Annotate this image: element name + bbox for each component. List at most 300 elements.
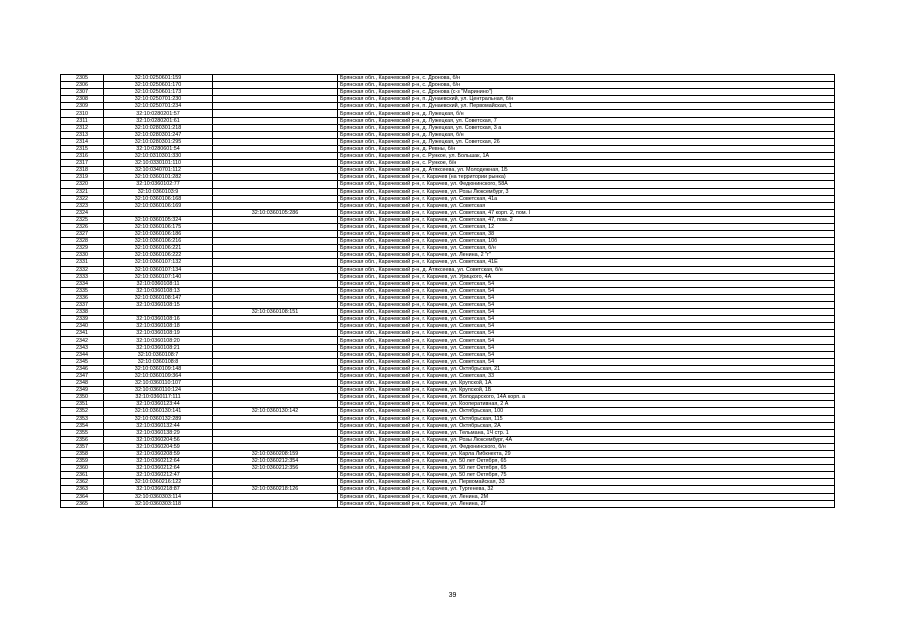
- address-cell: Брянская обл., Карачевский р-н, г. Карачев, ул. Володарского, 14А корп. а: [338, 394, 835, 401]
- address-cell: Брянская обл., Карачевский р-н, г. Карачев, ул. Советская, 12: [338, 223, 835, 230]
- address-cell: Брянская обл., Карачевский р-н, г. Карачев, ул. Ленина, 2Г: [338, 500, 835, 507]
- row-number-cell: 2310: [61, 110, 104, 117]
- row-number-cell: 2353: [61, 415, 104, 422]
- cadastral-number-cell: 32:10:0360130:141: [104, 408, 213, 415]
- table-row: [61, 82, 835, 89]
- building-cadastral-number-cell: [213, 103, 338, 110]
- table-row: [61, 443, 835, 450]
- cadastral-number-cell: [104, 309, 213, 316]
- row-number-cell: 2307: [61, 89, 104, 96]
- address-cell: Брянская обл., Карачевский р-н, г. Карачев, ул. Советская, 54: [338, 351, 835, 358]
- cadastral-number-cell: 32:10:0340701:112: [104, 167, 213, 174]
- address-cell: Брянская обл., Карачевский р-н, г. Карачев, ул. Советская, б/н: [338, 245, 835, 252]
- cadastral-number-cell: 32:10:0360108:21: [104, 344, 213, 351]
- row-number-cell: 2323: [61, 202, 104, 209]
- building-cadastral-number-cell: [213, 181, 338, 188]
- address-cell: Брянская обл., Карачевский р-н, д. Лужецкая, ул. Советская, 26: [338, 138, 835, 145]
- building-cadastral-number-cell: [213, 287, 338, 294]
- address-cell: Брянская обл., Карачевский р-н, г. Карачев, ул. Ленина, 2 "г": [338, 252, 835, 259]
- table-row: [61, 372, 835, 379]
- address-cell: Брянская обл., Карачевский р-н, г. Карачев, ул. Советская, 54: [338, 337, 835, 344]
- address-cell: Брянская обл., Карачевский р-н, г. Карачев, ул. Октябрьская, 2А: [338, 422, 835, 429]
- registry-table-body: [61, 75, 835, 508]
- table-row: [61, 238, 835, 245]
- row-number-cell: 2336: [61, 294, 104, 301]
- cadastral-number-cell: 32:10:0250701:230: [104, 96, 213, 103]
- address-cell: Брянская обл., Карачевский р-н, г. Карачев, ул. Первомайская, 33: [338, 479, 835, 486]
- row-number-cell: 2308: [61, 96, 104, 103]
- cadastral-number-cell: 32:10:0360106:168: [104, 195, 213, 202]
- cadastral-number-cell: 32:10:0250701:234: [104, 103, 213, 110]
- address-cell: Брянская обл., Карачевский р-н, г. Карачев, ул. Советская, 54: [338, 323, 835, 330]
- building-cadastral-number-cell: [213, 110, 338, 117]
- cadastral-number-cell: 32:10:0280201:61: [104, 117, 213, 124]
- building-cadastral-number-cell: [213, 117, 338, 124]
- building-cadastral-number-cell: [213, 372, 338, 379]
- building-cadastral-number-cell: [213, 231, 338, 238]
- address-cell: Брянская обл., Карачевский р-н, г. Карачев, ул. Советская, 54: [338, 294, 835, 301]
- row-number-cell: 2326: [61, 223, 104, 230]
- row-number-cell: 2339: [61, 316, 104, 323]
- building-cadastral-number-cell: 32:10:0360212:356: [213, 465, 338, 472]
- cadastral-number-cell: 32:10:0360106:216: [104, 238, 213, 245]
- row-number-cell: 2362: [61, 479, 104, 486]
- building-cadastral-number-cell: [213, 280, 338, 287]
- building-cadastral-number-cell: [213, 252, 338, 259]
- cadastral-number-cell: 32:10:0360103:9: [104, 188, 213, 195]
- building-cadastral-number-cell: [213, 422, 338, 429]
- address-cell: Брянская обл., Карачевский р-н, г. Карачев (на территории рынка): [338, 174, 835, 181]
- row-number-cell: 2311: [61, 117, 104, 124]
- table-row: [61, 223, 835, 230]
- row-number-cell: 2335: [61, 287, 104, 294]
- address-cell: Брянская обл., Карачевский р-н, г. Карачев, ул. Советская, 54: [338, 316, 835, 323]
- cadastral-number-cell: 32:10:0360102:77: [104, 181, 213, 188]
- row-number-cell: 2317: [61, 160, 104, 167]
- row-number-cell: 2345: [61, 358, 104, 365]
- cadastral-number-cell: 32:10:0360108:8: [104, 358, 213, 365]
- address-cell: Брянская обл., Карачевский р-н, п. Дунаевский, ул. Центральная, б/н: [338, 96, 835, 103]
- address-cell: Брянская обл., Карачевский р-н, д. Атяксеева, ул. Молодежная, 1Б: [338, 167, 835, 174]
- building-cadastral-number-cell: [213, 202, 338, 209]
- row-number-cell: 2327: [61, 231, 104, 238]
- building-cadastral-number-cell: [213, 500, 338, 507]
- address-cell: Брянская обл., Карачевский р-н, с. Дронова (с-з "Маринино"): [338, 89, 835, 96]
- row-number-cell: 2309: [61, 103, 104, 110]
- table-row: [61, 323, 835, 330]
- table-row: [61, 500, 835, 507]
- address-cell: Брянская обл., Карачевский р-н, г. Карачев, ул. Советская, 54: [338, 344, 835, 351]
- cadastral-number-cell: 32:10:0360132:44: [104, 422, 213, 429]
- building-cadastral-number-cell: [213, 223, 338, 230]
- table-row: [61, 294, 835, 301]
- table-row: [61, 458, 835, 465]
- row-number-cell: 2352: [61, 408, 104, 415]
- address-cell: Брянская обл., Карачевский р-н, г. Карачев, ул. Советская, 54: [338, 358, 835, 365]
- cadastral-number-cell: 32:10:0360208:59: [104, 450, 213, 457]
- cadastral-number-cell: 32:10:0360106:222: [104, 252, 213, 259]
- table-row: [61, 429, 835, 436]
- building-cadastral-number-cell: [213, 479, 338, 486]
- building-cadastral-number-cell: [213, 89, 338, 96]
- table-row: [61, 493, 835, 500]
- cadastral-number-cell: 32:10:0360108:18: [104, 323, 213, 330]
- building-cadastral-number-cell: [213, 387, 338, 394]
- row-number-cell: 2351: [61, 401, 104, 408]
- cadastral-number-cell: 32:10:0360110:124: [104, 387, 213, 394]
- table-row: [61, 103, 835, 110]
- building-cadastral-number-cell: [213, 472, 338, 479]
- cadastral-number-cell: 32:10:0360204:56: [104, 436, 213, 443]
- row-number-cell: 2357: [61, 443, 104, 450]
- cadastral-number-cell: 32:10:0360303:114: [104, 493, 213, 500]
- table-row: [61, 344, 835, 351]
- address-cell: Брянская обл., Карачевский р-н, с. Дронова, б/н: [338, 82, 835, 89]
- building-cadastral-number-cell: [213, 96, 338, 103]
- table-row: [61, 436, 835, 443]
- table-row: [61, 145, 835, 152]
- cadastral-number-cell: 32:10:0360106:186: [104, 231, 213, 238]
- table-row: [61, 110, 835, 117]
- row-number-cell: 2349: [61, 387, 104, 394]
- cadastral-number-cell: 32:10:0360108:13: [104, 287, 213, 294]
- address-cell: Брянская обл., Карачевский р-н, г. Карачев, ул. Тургенева, 32: [338, 486, 835, 493]
- table-row: [61, 231, 835, 238]
- cadastral-number-cell: 32:10:0360204:59: [104, 443, 213, 450]
- address-cell: Брянская обл., Карачевский р-н, г. Карачев, ул. Советская, 54: [338, 302, 835, 309]
- cadastral-number-cell: 32:10:0360216:122: [104, 479, 213, 486]
- table-row: [61, 408, 835, 415]
- building-cadastral-number-cell: [213, 153, 338, 160]
- building-cadastral-number-cell: [213, 167, 338, 174]
- building-cadastral-number-cell: [213, 330, 338, 337]
- cadastral-number-cell: 32:10:0330101:110: [104, 160, 213, 167]
- address-cell: Брянская обл., Карачевский р-н, с. Рункое, б/н: [338, 160, 835, 167]
- cadastral-number-cell: 32:10:0360109:364: [104, 372, 213, 379]
- cadastral-number-cell: 32:10:0250601:170: [104, 82, 213, 89]
- row-number-cell: 2341: [61, 330, 104, 337]
- address-cell: Брянская обл., Карачевский р-н, д. Ревны, б/н: [338, 145, 835, 152]
- address-cell: Брянская обл., Карачевский р-н, д. Лужецкая, б/н: [338, 110, 835, 117]
- row-number-cell: 2325: [61, 216, 104, 223]
- row-number-cell: 2356: [61, 436, 104, 443]
- table-row: [61, 174, 835, 181]
- building-cadastral-number-cell: 32:10:0360108:151: [213, 309, 338, 316]
- address-cell: Брянская обл., Карачевский р-н, г. Карачев, ул. Карла Либкнехта, 29: [338, 450, 835, 457]
- row-number-cell: 2364: [61, 493, 104, 500]
- cadastral-number-cell: 32:10:0360106:169: [104, 202, 213, 209]
- row-number-cell: 2320: [61, 181, 104, 188]
- table-row: [61, 181, 835, 188]
- address-cell: Брянская обл., Карачевский р-н, д. Лужецкая, ул. Советская, 7: [338, 117, 835, 124]
- table-row: [61, 138, 835, 145]
- building-cadastral-number-cell: [213, 323, 338, 330]
- address-cell: Брянская обл., Карачевский р-н, г. Карачев, ул. Федюнинского, 58А: [338, 181, 835, 188]
- building-cadastral-number-cell: [213, 351, 338, 358]
- address-cell: Брянская обл., Карачевский р-н, г. Карачев, ул. Советская, 33: [338, 372, 835, 379]
- table-row: [61, 273, 835, 280]
- address-cell: Брянская обл., Карачевский р-н, г. Карачев, ул. Крупской, 1А: [338, 380, 835, 387]
- building-cadastral-number-cell: [213, 415, 338, 422]
- building-cadastral-number-cell: [213, 493, 338, 500]
- cadastral-number-cell: 32:10:0360107:132: [104, 259, 213, 266]
- table-row: [61, 280, 835, 287]
- table-row: [61, 337, 835, 344]
- table-row: [61, 287, 835, 294]
- address-cell: Брянская обл., Карачевский р-н, г. Карачев, ул. Кооперативная, 2 А: [338, 401, 835, 408]
- row-number-cell: 2330: [61, 252, 104, 259]
- building-cadastral-number-cell: [213, 365, 338, 372]
- cadastral-number-cell: 32:10:0360107:134: [104, 266, 213, 273]
- table-row: [61, 387, 835, 394]
- address-cell: Брянская обл., Карачевский р-н, г. Карачев, ул. Советская, 41Е: [338, 259, 835, 266]
- table-row: [61, 450, 835, 457]
- address-cell: Брянская обл., Карачевский р-н, г. Карачев, ул. Ленина, 2М: [338, 493, 835, 500]
- row-number-cell: 2337: [61, 302, 104, 309]
- building-cadastral-number-cell: [213, 75, 338, 82]
- row-number-cell: 2333: [61, 273, 104, 280]
- cadastral-number-cell: 32:10:0360106:175: [104, 223, 213, 230]
- building-cadastral-number-cell: [213, 344, 338, 351]
- row-number-cell: 2329: [61, 245, 104, 252]
- cadastral-number-cell: 32:10:0310301:330: [104, 153, 213, 160]
- address-cell: Брянская обл., Карачевский р-н, д. Лужецкая, ул. Советская, 3 а: [338, 124, 835, 131]
- address-cell: Брянская обл., Карачевский р-н, г. Карачев, ул. Советская, 38: [338, 231, 835, 238]
- row-number-cell: 2331: [61, 259, 104, 266]
- table-row: [61, 330, 835, 337]
- table-row: [61, 394, 835, 401]
- table-row: [61, 351, 835, 358]
- building-cadastral-number-cell: [213, 302, 338, 309]
- row-number-cell: 2342: [61, 337, 104, 344]
- building-cadastral-number-cell: [213, 380, 338, 387]
- table-row: [61, 195, 835, 202]
- row-number-cell: 2358: [61, 450, 104, 457]
- row-number-cell: 2350: [61, 394, 104, 401]
- building-cadastral-number-cell: [213, 216, 338, 223]
- table-row: [61, 465, 835, 472]
- building-cadastral-number-cell: [213, 245, 338, 252]
- address-cell: Брянская обл., Карачевский р-н, г. Карачев, ул. Советская, 54: [338, 280, 835, 287]
- building-cadastral-number-cell: [213, 266, 338, 273]
- address-cell: Брянская обл., Карачевский р-н, д. Атяксеева, ул. Советская, б/н: [338, 266, 835, 273]
- building-cadastral-number-cell: [213, 145, 338, 152]
- table-row: [61, 153, 835, 160]
- row-number-cell: 2321: [61, 188, 104, 195]
- address-cell: Брянская обл., Карачевский р-н, г. Карачев, ул. Тельмана, 1Ч стр. 1: [338, 429, 835, 436]
- table-row: [61, 209, 835, 216]
- table-row: [61, 358, 835, 365]
- address-cell: Брянская обл., Карачевский р-н, с. Дронова, б/н: [338, 75, 835, 82]
- cadastral-number-cell: 32:10:0360108:11: [104, 280, 213, 287]
- row-number-cell: 2344: [61, 351, 104, 358]
- cadastral-number-cell: 32:10:0360212:64: [104, 465, 213, 472]
- building-cadastral-number-cell: 32:10:0360105:286: [213, 209, 338, 216]
- cadastral-number-cell: 32:10:0360212:64: [104, 458, 213, 465]
- table-row: [61, 472, 835, 479]
- table-row: [61, 259, 835, 266]
- row-number-cell: 2316: [61, 153, 104, 160]
- cadastral-number-cell: 32:10:0360303:118: [104, 500, 213, 507]
- building-cadastral-number-cell: [213, 358, 338, 365]
- table-row: [61, 96, 835, 103]
- address-cell: Брянская обл., Карачевский р-н, п. Дунаевский, ул. Первомайская, 1: [338, 103, 835, 110]
- cadastral-number-cell: 32:10:0360108:20: [104, 337, 213, 344]
- cadastral-number-cell: 32:10:0280301:218: [104, 124, 213, 131]
- table-row: [61, 266, 835, 273]
- cadastral-number-cell: 32:10:0360105:324: [104, 216, 213, 223]
- row-number-cell: 2359: [61, 458, 104, 465]
- building-cadastral-number-cell: 32:10:0360208:159: [213, 450, 338, 457]
- table-row: [61, 479, 835, 486]
- cadastral-number-cell: 32:10:0360218:87: [104, 486, 213, 493]
- cadastral-number-cell: 32:10:0280301:295: [104, 138, 213, 145]
- row-number-cell: 2348: [61, 380, 104, 387]
- cadastral-number-cell: 32:10:0250601:159: [104, 75, 213, 82]
- cadastral-number-cell: 32:10:0360109:148: [104, 365, 213, 372]
- row-number-cell: 2313: [61, 131, 104, 138]
- building-cadastral-number-cell: [213, 394, 338, 401]
- row-number-cell: 2354: [61, 422, 104, 429]
- building-cadastral-number-cell: [213, 337, 338, 344]
- table-row: [61, 131, 835, 138]
- address-cell: Брянская обл., Карачевский р-н, д. Лужецкая, б/н: [338, 131, 835, 138]
- row-number-cell: 2365: [61, 500, 104, 507]
- building-cadastral-number-cell: [213, 436, 338, 443]
- address-cell: Брянская обл., Карачевский р-н, г. Карачев, ул. Федюнинского, б/н: [338, 443, 835, 450]
- building-cadastral-number-cell: [213, 174, 338, 181]
- table-row: [61, 124, 835, 131]
- cadastral-number-cell: 32:10:0360132:289: [104, 415, 213, 422]
- row-number-cell: 2328: [61, 238, 104, 245]
- cadastral-number-cell: 32:10:0360123:44: [104, 401, 213, 408]
- row-number-cell: 2314: [61, 138, 104, 145]
- row-number-cell: 2322: [61, 195, 104, 202]
- building-cadastral-number-cell: [213, 443, 338, 450]
- table-row: [61, 117, 835, 124]
- building-cadastral-number-cell: 32:10:0360218:126: [213, 486, 338, 493]
- table-row: [61, 401, 835, 408]
- row-number-cell: 2343: [61, 344, 104, 351]
- table-row: [61, 216, 835, 223]
- table-row: [61, 380, 835, 387]
- row-number-cell: 2363: [61, 486, 104, 493]
- address-cell: Брянская обл., Карачевский р-н, г. Карачев, ул. Советская, 41а: [338, 195, 835, 202]
- building-cadastral-number-cell: 32:10:0360130:142: [213, 408, 338, 415]
- table-row: [61, 316, 835, 323]
- registry-table: [60, 74, 835, 508]
- building-cadastral-number-cell: [213, 160, 338, 167]
- address-cell: Брянская обл., Карачевский р-н, г. Карачев, ул. Советская, 54: [338, 309, 835, 316]
- cadastral-number-cell: 32:10:0360117:111: [104, 394, 213, 401]
- address-cell: Брянская обл., Карачевский р-н, г. Карачев, ул. Урицкого, 4А: [338, 273, 835, 280]
- address-cell: Брянская обл., Карачевский р-н, г. Карачев, ул. Советская, 47, пом. 2: [338, 216, 835, 223]
- address-cell: Брянская обл., Карачевский р-н, г. Карачев, ул. Советская, 10б: [338, 238, 835, 245]
- cadastral-number-cell: 32:10:0360108:15: [104, 302, 213, 309]
- address-cell: Брянская обл., Карачевский р-н, г. Карачев, ул. Советская, 54: [338, 287, 835, 294]
- building-cadastral-number-cell: [213, 238, 338, 245]
- building-cadastral-number-cell: [213, 259, 338, 266]
- row-number-cell: 2315: [61, 145, 104, 152]
- building-cadastral-number-cell: [213, 188, 338, 195]
- address-cell: Брянская обл., Карачевский р-н, с. Рункое, ул. Большак, 1А: [338, 153, 835, 160]
- address-cell: Брянская обл., Карачевский р-н, г. Карачев, ул. Советская: [338, 202, 835, 209]
- cadastral-number-cell: 32:10:0360107:140: [104, 273, 213, 280]
- row-number-cell: 2305: [61, 75, 104, 82]
- address-cell: Брянская обл., Карачевский р-н, г. Карачев, ул. 50 лет Октября, 75: [338, 472, 835, 479]
- table-row: [61, 167, 835, 174]
- address-cell: Брянская обл., Карачевский р-н, г. Карачев, ул. 50 лет Октября, 65: [338, 458, 835, 465]
- table-row: [61, 302, 835, 309]
- cadastral-number-cell: [104, 209, 213, 216]
- row-number-cell: 2318: [61, 167, 104, 174]
- address-cell: Брянская обл., Карачевский р-н, г. Карачев, ул. Розы Люксембург, 4А: [338, 436, 835, 443]
- address-cell: Брянская обл., Карачевский р-н, г. Карачев, ул. Октябрьская, 100: [338, 408, 835, 415]
- address-cell: Брянская обл., Карачевский р-н, г. Карачев, ул. Октябрьская, 21: [338, 365, 835, 372]
- page-number: 39: [448, 592, 457, 599]
- row-number-cell: 2334: [61, 280, 104, 287]
- row-number-cell: 2346: [61, 365, 104, 372]
- building-cadastral-number-cell: [213, 124, 338, 131]
- table-row: [61, 188, 835, 195]
- row-number-cell: 2347: [61, 372, 104, 379]
- building-cadastral-number-cell: [213, 138, 338, 145]
- table-row: [61, 365, 835, 372]
- building-cadastral-number-cell: [213, 82, 338, 89]
- table-row: [61, 89, 835, 96]
- row-number-cell: 2361: [61, 472, 104, 479]
- table-row: [61, 422, 835, 429]
- cadastral-number-cell: 32:10:0280201:57: [104, 110, 213, 117]
- table-row: [61, 252, 835, 259]
- cadastral-number-cell: 32:10:0360110:107: [104, 380, 213, 387]
- cadastral-number-cell: 32:10:0360101:282: [104, 174, 213, 181]
- building-cadastral-number-cell: [213, 195, 338, 202]
- row-number-cell: 2355: [61, 429, 104, 436]
- building-cadastral-number-cell: 32:10:0360212:354: [213, 458, 338, 465]
- cadastral-number-cell: 32:10:0250601:173: [104, 89, 213, 96]
- table-row: [61, 486, 835, 493]
- row-number-cell: 2306: [61, 82, 104, 89]
- address-cell: Брянская обл., Карачевский р-н, г. Карачев, ул. 50 лет Октября, 65: [338, 465, 835, 472]
- address-cell: Брянская обл., Карачевский р-н, г. Карачев, ул. Крупской, 1Б: [338, 387, 835, 394]
- table-row: [61, 309, 835, 316]
- cadastral-number-cell: 32:10:0360212:47: [104, 472, 213, 479]
- address-cell: Брянская обл., Карачевский р-н, г. Карачев, ул. Розы Люксембург, 3: [338, 188, 835, 195]
- building-cadastral-number-cell: [213, 131, 338, 138]
- building-cadastral-number-cell: [213, 316, 338, 323]
- address-cell: Брянская обл., Карачевский р-н, г. Карачев, ул. Советская, 54: [338, 330, 835, 337]
- cadastral-number-cell: 32:10:0280301:247: [104, 131, 213, 138]
- row-number-cell: 2319: [61, 174, 104, 181]
- cadastral-number-cell: 32:10:0360108:19: [104, 330, 213, 337]
- table-row: [61, 160, 835, 167]
- row-number-cell: 2340: [61, 323, 104, 330]
- building-cadastral-number-cell: [213, 273, 338, 280]
- cadastral-number-cell: 32:10:0360138:29: [104, 429, 213, 436]
- table-row: [61, 415, 835, 422]
- table-row: [61, 75, 835, 82]
- cadastral-number-cell: 32:10:0280601:54: [104, 145, 213, 152]
- cadastral-number-cell: 32:10:0360108:7: [104, 351, 213, 358]
- building-cadastral-number-cell: [213, 401, 338, 408]
- cadastral-number-cell: 32:10:0360108:147: [104, 294, 213, 301]
- cadastral-number-cell: 32:10:0360106:221: [104, 245, 213, 252]
- building-cadastral-number-cell: [213, 294, 338, 301]
- cadastral-number-cell: 32:10:0360108:16: [104, 316, 213, 323]
- row-number-cell: 2312: [61, 124, 104, 131]
- row-number-cell: 2324: [61, 209, 104, 216]
